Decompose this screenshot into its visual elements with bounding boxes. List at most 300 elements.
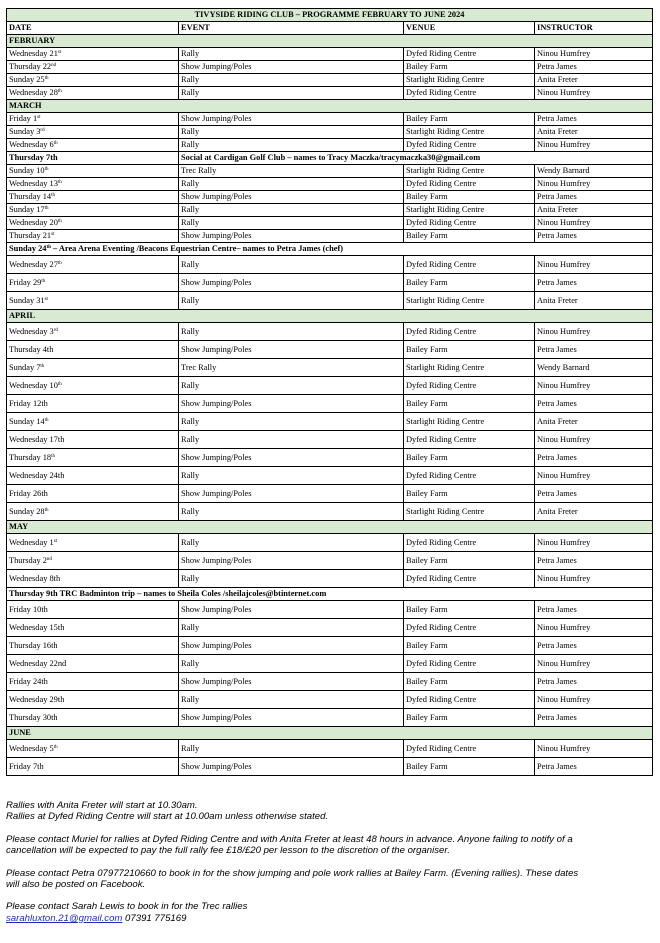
table-row <box>7 230 653 243</box>
venue-cell: Dyfed Riding Centre <box>404 178 535 191</box>
instructor-cell: Ninou Humfrey <box>535 178 653 191</box>
date-cell <box>7 413 179 431</box>
event-cell: Show Jumping/Poles <box>179 673 404 691</box>
table-row <box>7 178 653 191</box>
event-cell: Rally <box>179 139 404 152</box>
instructor-cell: Petra James <box>535 552 653 570</box>
date-suffix: rd <box>53 327 58 333</box>
date-day: Wednesday <box>9 743 48 753</box>
date-cell <box>7 204 179 217</box>
date-suffix: th <box>44 167 49 172</box>
instructor-cell: Wendy Barnard <box>535 359 653 377</box>
venue-cell: Bailey Farm <box>404 113 535 126</box>
date-suffix: th <box>44 417 49 423</box>
instructor-cell: Petra James <box>535 485 653 503</box>
date-day: Wednesday 8th <box>9 573 61 583</box>
date-cell <box>7 48 179 61</box>
date-suffix: th <box>44 206 49 211</box>
venue-cell: Dyfed Riding Centre <box>404 431 535 449</box>
month-heading: MAY <box>7 521 653 534</box>
instructor-cell: Ninou Humfrey <box>535 87 653 100</box>
event-cell: Rally <box>179 655 404 673</box>
venue-cell: Dyfed Riding Centre <box>404 323 535 341</box>
date-day: Sunday <box>9 295 35 305</box>
date-number: 17 <box>36 205 45 214</box>
date-cell <box>7 758 179 776</box>
date-cell <box>7 503 179 521</box>
event-cell: Show Jumping/Poles <box>179 113 404 126</box>
table-row <box>7 655 653 673</box>
date-day: Friday 24th <box>9 676 48 686</box>
event-cell: Rally <box>179 323 404 341</box>
date-number: 7 <box>36 362 41 372</box>
date-day: Friday <box>9 114 31 123</box>
contact-line <box>6 913 652 924</box>
venue-cell: Bailey Farm <box>404 758 535 776</box>
venue-cell: Dyfed Riding Centre <box>404 655 535 673</box>
event-cell: Rally <box>179 413 404 431</box>
date-cell <box>7 467 179 485</box>
instructor-cell: Petra James <box>535 758 653 776</box>
instructor-cell: Petra James <box>535 601 653 619</box>
date-cell <box>7 534 179 552</box>
instructor-cell: Wendy Barnard <box>535 165 653 178</box>
date-day: Wednesday 29th <box>9 694 65 704</box>
date-suffix: th <box>53 141 58 146</box>
venue-cell: Bailey Farm <box>404 341 535 359</box>
date-number: 10 <box>36 166 45 175</box>
instructor-cell: Ninou Humfrey <box>535 139 653 152</box>
date-suffix: th <box>57 381 62 387</box>
event-cell: Rally <box>179 217 404 230</box>
event-cell: Show Jumping/Poles <box>179 485 404 503</box>
venue-cell: Bailey Farm <box>404 230 535 243</box>
date-day: Wednesday <box>9 49 48 58</box>
instructor-cell: Ninou Humfrey <box>535 619 653 637</box>
table-row <box>7 467 653 485</box>
email-link[interactable]: sarahluxton.21@gmail.com <box>6 912 123 924</box>
date-cell <box>7 637 179 655</box>
event-cell: Show Jumping/Poles <box>179 191 404 204</box>
venue-cell: Starlight Riding Centre <box>404 204 535 217</box>
date-cell <box>7 256 179 274</box>
phone-number: 07391 775169 <box>122 912 187 924</box>
table-row <box>7 637 653 655</box>
month-heading: JUNE <box>7 727 653 740</box>
venue-cell: Dyfed Riding Centre <box>404 48 535 61</box>
date-number: 3 <box>49 326 54 336</box>
date-day: Friday 10th <box>9 604 48 614</box>
date-day: Wednesday <box>9 537 48 547</box>
date-suffix: st <box>44 296 48 302</box>
instructor-cell: Petra James <box>535 395 653 413</box>
date-cell <box>7 570 179 588</box>
date-day: Thursday 9th <box>9 589 58 598</box>
date-day: Friday 12th <box>9 398 48 408</box>
date-cell <box>7 126 179 139</box>
event-note <box>7 588 653 601</box>
instructor-cell: Anita Freter <box>535 204 653 217</box>
instructor-cell: Ninou Humfrey <box>535 534 653 552</box>
date-cell <box>7 341 179 359</box>
venue-cell: Dyfed Riding Centre <box>404 691 535 709</box>
table-row <box>7 139 653 152</box>
date-suffix: th <box>44 76 49 81</box>
date-cell <box>7 87 179 100</box>
date-cell: Thursday 7th <box>7 152 179 165</box>
date-number: 10 <box>49 380 58 390</box>
event-cell: Rally <box>179 619 404 637</box>
date-number: 22 <box>42 62 52 71</box>
date-day: Thursday 4th <box>9 344 54 354</box>
date-day: Wednesday <box>9 259 48 269</box>
date-number: 13 <box>49 179 58 188</box>
date-day: Thursday <box>9 62 41 71</box>
event-note-row <box>7 588 653 601</box>
footer-line: Please contact Petra 07977210660 to book in for the show jumping and pole work rallies at Bailey Farm. (Evening rallies). These dates <box>6 867 579 879</box>
event-cell: Rally <box>179 570 404 588</box>
date-cell <box>7 377 179 395</box>
date-day: Wednesday <box>9 380 48 390</box>
date-day: Sunday <box>9 416 35 426</box>
event-cell: Rally <box>179 87 404 100</box>
event-cell: Show Jumping/Poles <box>179 230 404 243</box>
event-note <box>7 243 653 256</box>
date-cell <box>7 230 179 243</box>
event-cell: Show Jumping/Poles <box>179 341 404 359</box>
date-suffix: nd <box>51 63 57 68</box>
venue-cell: Bailey Farm <box>404 637 535 655</box>
event-cell: Rally <box>179 178 404 191</box>
instructor-cell: Ninou Humfrey <box>535 377 653 395</box>
table-row <box>7 503 653 521</box>
footer-line: Please contact Muriel for rallies at Dyfed Riding Centre and with Anita Freter at least 48 hours in advance. Anyone failing to notify of a <box>6 833 573 845</box>
venue-cell: Starlight Riding Centre <box>404 74 535 87</box>
table-row <box>7 359 653 377</box>
date-suffix: th <box>41 278 46 284</box>
date-day: Wednesday <box>9 88 48 97</box>
date-cell <box>7 552 179 570</box>
table-row <box>7 48 653 61</box>
instructor-cell: Ninou Humfrey <box>535 323 653 341</box>
event-cell: Rally <box>179 691 404 709</box>
date-day: Friday 26th <box>9 488 48 498</box>
instructor-cell: Ninou Humfrey <box>535 48 653 61</box>
date-cell <box>7 178 179 191</box>
table-row <box>7 74 653 87</box>
date-cell <box>7 691 179 709</box>
event-cell: Rally <box>179 377 404 395</box>
date-day: Wednesday <box>9 179 48 188</box>
programme-table <box>6 8 653 776</box>
month-row <box>7 310 653 323</box>
instructor-cell: Anita Freter <box>535 413 653 431</box>
footer-notes <box>6 800 652 924</box>
event-cell: Rally <box>179 256 404 274</box>
instructor-cell: Ninou Humfrey <box>535 256 653 274</box>
date-suffix: th <box>57 89 62 94</box>
instructor-cell: Petra James <box>535 113 653 126</box>
date-cell <box>7 601 179 619</box>
date-number: 1 <box>49 537 54 547</box>
event-cell: Rally <box>179 467 404 485</box>
date-cell <box>7 274 179 292</box>
date-suffix: rd <box>40 128 45 133</box>
date-cell <box>7 449 179 467</box>
venue-cell: Bailey Farm <box>404 601 535 619</box>
date-day: Friday <box>9 277 31 287</box>
date-suffix: st <box>53 538 58 544</box>
footer-line: cancellation will be expected to pay the full rally fee £18/£20 per lesson to the discretion of the organiser. <box>6 845 450 857</box>
date-number: 21 <box>49 49 58 58</box>
date-cell <box>7 359 179 377</box>
event-cell: Rally <box>179 534 404 552</box>
table-row <box>7 113 653 126</box>
date-number: 5 <box>49 743 54 753</box>
date-cell <box>7 74 179 87</box>
date-suffix: st <box>51 232 55 237</box>
footer-line: will also be posted on Facebook. <box>6 879 146 891</box>
date-cell <box>7 709 179 727</box>
venue-cell: Starlight Riding Centre <box>404 292 535 310</box>
date-number: 25 <box>36 75 45 84</box>
date-day: Thursday <box>9 555 41 565</box>
date-number: 29 <box>32 277 42 287</box>
instructor-cell: Petra James <box>535 709 653 727</box>
event-cell: Show Jumping/Poles <box>179 274 404 292</box>
instructor-cell: Petra James <box>535 274 653 292</box>
header-event: EVENT <box>179 22 404 35</box>
instructor-cell: Petra James <box>535 61 653 74</box>
instructor-cell: Petra James <box>535 637 653 655</box>
date-number: 31 <box>36 295 45 305</box>
date-cell <box>7 655 179 673</box>
instructor-cell: Ninou Humfrey <box>535 570 653 588</box>
date-number: 2 <box>42 555 47 565</box>
date-day: Wednesday <box>9 326 48 336</box>
date-day: Wednesday 22nd <box>9 658 67 668</box>
event-cell: Show Jumping/Poles <box>179 395 404 413</box>
event-cell: Rally <box>179 503 404 521</box>
venue-cell: Dyfed Riding Centre <box>404 377 535 395</box>
event-cell: Rally <box>179 48 404 61</box>
date-day: Thursday 16th <box>9 640 58 650</box>
venue-cell: Starlight Riding Centre <box>404 359 535 377</box>
note-text: – Area Arena Eventing /Beacons Equestrian Centre– names to Petra James (chef) <box>50 244 344 253</box>
event-cell: Rally <box>179 740 404 758</box>
date-number: 1 <box>32 114 38 123</box>
instructor-cell: Anita Freter <box>535 503 653 521</box>
venue-cell: Bailey Farm <box>404 673 535 691</box>
table-row <box>7 552 653 570</box>
date-cell <box>7 395 179 413</box>
date-cell <box>7 165 179 178</box>
event-note-row <box>7 243 653 256</box>
date-number: 24 <box>38 244 47 253</box>
date-suffix: th <box>53 744 58 750</box>
event-cell: Trec Rally <box>179 165 404 178</box>
table-row <box>7 673 653 691</box>
date-day: Wednesday <box>9 218 48 227</box>
month-heading: APRIL <box>7 310 653 323</box>
table-row <box>7 570 653 588</box>
instructor-cell: Petra James <box>535 230 653 243</box>
event-cell: Show Jumping/Poles <box>179 552 404 570</box>
event-cell: Rally <box>179 126 404 139</box>
table-row <box>7 323 653 341</box>
instructor-cell: Petra James <box>535 191 653 204</box>
footer-line: Rallies at Dyfed Riding Centre will start at 10.00am unless otherwise stated. <box>6 811 329 823</box>
instructor-cell: Ninou Humfrey <box>535 740 653 758</box>
date-day: Friday 7th <box>9 761 44 771</box>
month-heading: MARCH <box>7 100 653 113</box>
date-suffix: th <box>46 245 51 250</box>
date-day: Thursday <box>9 452 41 462</box>
venue-cell: Bailey Farm <box>404 61 535 74</box>
instructor-cell: Ninou Humfrey <box>535 431 653 449</box>
date-suffix: th <box>57 219 62 224</box>
date-cell <box>7 217 179 230</box>
date-cell <box>7 485 179 503</box>
month-row <box>7 35 653 48</box>
table-row <box>7 61 653 74</box>
header-instructor: INSTRUCTOR <box>535 22 653 35</box>
date-cell <box>7 139 179 152</box>
table-row <box>7 292 653 310</box>
venue-cell: Bailey Farm <box>404 395 535 413</box>
venue-cell: Dyfed Riding Centre <box>404 139 535 152</box>
table-row <box>7 413 653 431</box>
date-cell <box>7 191 179 204</box>
programme-title: TIVYSIDE RIDING CLUB – PROGRAMME FEBRUARY TO JUNE 2024 <box>7 9 653 22</box>
month-row <box>7 100 653 113</box>
social-row <box>7 152 653 165</box>
header-venue: VENUE <box>404 22 535 35</box>
date-cell <box>7 740 179 758</box>
table-row <box>7 395 653 413</box>
date-day: Wednesday 15th <box>9 622 65 632</box>
table-row <box>7 709 653 727</box>
month-row <box>7 727 653 740</box>
date-number: 20 <box>49 218 58 227</box>
instructor-cell: Anita Freter <box>535 126 653 139</box>
month-row <box>7 521 653 534</box>
instructor-cell: Anita Freter <box>535 292 653 310</box>
venue-cell: Bailey Farm <box>404 485 535 503</box>
venue-cell: Bailey Farm <box>404 274 535 292</box>
title-row <box>7 9 653 22</box>
table-row <box>7 377 653 395</box>
date-number: 14 <box>36 416 45 426</box>
date-number: 14 <box>42 192 52 201</box>
date-number: 6 <box>49 140 54 149</box>
instructor-cell: Petra James <box>535 673 653 691</box>
table-row <box>7 485 653 503</box>
instructor-cell: Anita Freter <box>535 74 653 87</box>
date-number: 18 <box>42 452 52 462</box>
event-cell: Show Jumping/Poles <box>179 709 404 727</box>
table-row <box>7 758 653 776</box>
event-cell: Rally <box>179 74 404 87</box>
table-row <box>7 534 653 552</box>
venue-cell: Dyfed Riding Centre <box>404 467 535 485</box>
event-cell: Show Jumping/Poles <box>179 61 404 74</box>
table-row <box>7 449 653 467</box>
table-row <box>7 126 653 139</box>
date-cell <box>7 431 179 449</box>
venue-cell: Starlight Riding Centre <box>404 165 535 178</box>
programme-sheet <box>6 8 652 776</box>
date-day: Sunday <box>9 166 35 175</box>
instructor-cell: Petra James <box>535 449 653 467</box>
event-cell: Rally <box>179 431 404 449</box>
date-suffix: nd <box>46 556 52 562</box>
social-note: Social at Cardigan Golf Club – names to Tracy Maczka/tracymaczka30@gmail.com <box>179 152 653 165</box>
date-day: Wednesday <box>9 140 48 149</box>
event-cell: Show Jumping/Poles <box>179 758 404 776</box>
table-row <box>7 601 653 619</box>
date-suffix: st <box>57 50 62 55</box>
event-cell: Rally <box>179 292 404 310</box>
note-text: TRC Badminton trip – names to Sheila Coles /sheilajcoles@btinternet.com <box>57 589 327 598</box>
footer-line: Rallies with Anita Freter will start at 10.30am. <box>6 800 198 811</box>
event-cell: Show Jumping/Poles <box>179 637 404 655</box>
date-suffix: st <box>37 115 41 120</box>
venue-cell: Bailey Farm <box>404 449 535 467</box>
venue-cell: Dyfed Riding Centre <box>404 256 535 274</box>
event-cell: Show Jumping/Poles <box>179 449 404 467</box>
table-row <box>7 691 653 709</box>
instructor-cell: Ninou Humfrey <box>535 691 653 709</box>
venue-cell: Starlight Riding Centre <box>404 126 535 139</box>
date-suffix: th <box>44 507 49 513</box>
date-cell <box>7 619 179 637</box>
venue-cell: Dyfed Riding Centre <box>404 534 535 552</box>
event-cell: Rally <box>179 204 404 217</box>
date-suffix: th <box>57 180 62 185</box>
instructor-cell: Ninou Humfrey <box>535 467 653 485</box>
date-day: Thursday <box>9 231 41 240</box>
date-day: Sunday <box>9 506 35 516</box>
header-date: DATE <box>7 22 179 35</box>
venue-cell: Dyfed Riding Centre <box>404 619 535 637</box>
header-row <box>7 22 653 35</box>
date-day: Wednesday 17th <box>9 434 65 444</box>
venue-cell: Starlight Riding Centre <box>404 413 535 431</box>
table-row <box>7 204 653 217</box>
venue-cell: Bailey Farm <box>404 552 535 570</box>
venue-cell: Bailey Farm <box>404 191 535 204</box>
date-suffix: th <box>40 363 45 369</box>
venue-cell: Dyfed Riding Centre <box>404 217 535 230</box>
date-day: Sunday <box>9 362 35 372</box>
table-row <box>7 619 653 637</box>
table-row <box>7 341 653 359</box>
table-row <box>7 256 653 274</box>
date-cell <box>7 323 179 341</box>
date-number: 21 <box>42 231 52 240</box>
instructor-cell: Petra James <box>535 341 653 359</box>
date-cell <box>7 61 179 74</box>
table-row <box>7 191 653 204</box>
table-row <box>7 165 653 178</box>
date-day: Sunday <box>9 127 35 136</box>
table-row <box>7 740 653 758</box>
date-number: 27 <box>49 259 58 269</box>
date-cell <box>7 292 179 310</box>
event-cell: Trec Rally <box>179 359 404 377</box>
date-cell <box>7 673 179 691</box>
